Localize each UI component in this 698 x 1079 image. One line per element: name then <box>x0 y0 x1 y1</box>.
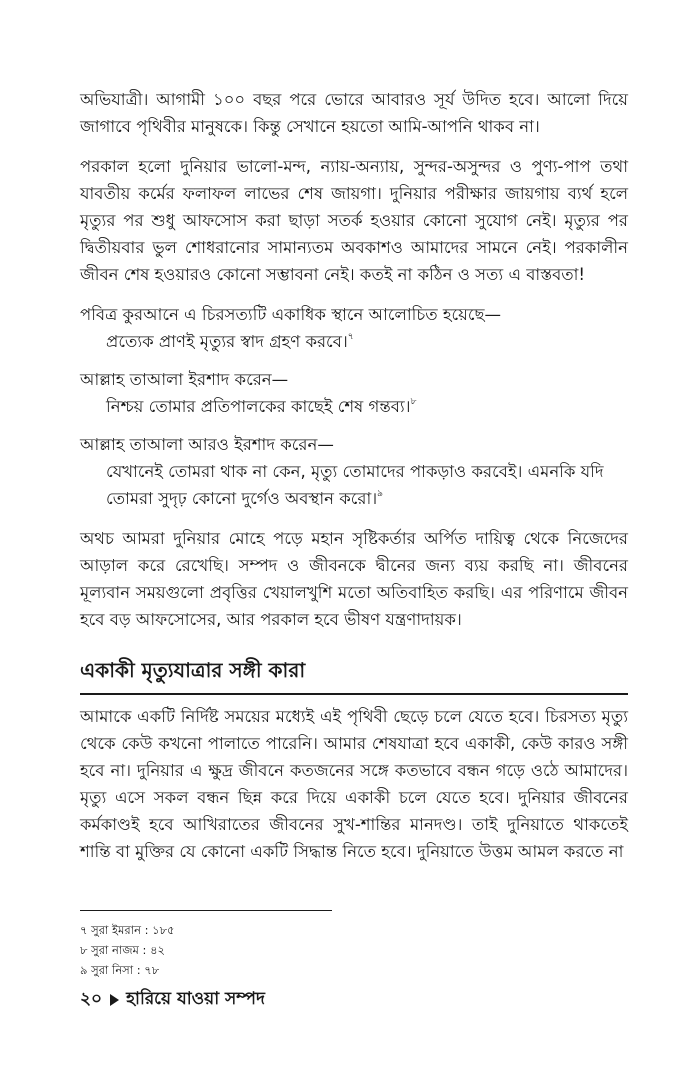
footnote-7: ৭ সুরা ইমরান : ১৮৫ <box>80 923 175 937</box>
quote-intro-3: আল্লাহ তাআলা আরও ইরশাদ করেন— <box>80 435 334 454</box>
page-body <box>80 86 628 865</box>
quote-intro-1: পবিত্র কুরআনে এ চিরসত্যটি একাধিক স্থানে আলোচিত হয়েছে— <box>80 305 501 324</box>
triangle-right-icon <box>110 994 119 1006</box>
footnote-ref-8: ৮ <box>410 397 417 407</box>
paragraph-2: পরকাল হলো দুনিয়ার ভালো-মন্দ, ন্যায়-অন্যায়, সুন্দর-অসুন্দর ও পুণ্য-পাপ তথা যাবতীয় কর্মের ফলাফল লাভের শেষ জায়গা। দুনিয়ার পরীক্ষার জায়গায় ব্যর্থ হলে মৃত্যুর পর শুধু আফসোস করা ছাড়া সতর্ক হওয়ার কোনো সুযোগ নেই। মৃত্যুর পর দ্বিতীয়বার ভুল শোধরানোর সামান্যতম অবকাশও আমাদের সামনে নেই। পরকালীন জীবন শেষ হওয়ারও কোনো সম্ভাবনা নেই। কতই না কঠিন ও সত্য এ বাস্তবতা! <box>80 157 628 284</box>
quote-intro-2: আল্লাহ তাআলা ইরশাদ করেন— <box>80 370 289 389</box>
page-footer <box>80 986 265 1014</box>
section-heading: একাকী মৃত্যুযাত্রার সঙ্গী কারা <box>80 655 628 695</box>
footnote-9: ৯ সুরা নিসা : ৭৮ <box>80 963 160 977</box>
paragraph-4: আমাকে একটি নির্দিষ্ট সময়ের মধ্যেই এই পৃথিবী ছেড়ে চলে যেতে হবে। চিরসত্য মৃত্যু থেকে কেউ কখনো পালাতে পারেনি। আমার শেষযাত্রা হবে একাকী, কেউ কারও সঙ্গী হবে না। দুনিয়ার এ ক্ষুদ্র জীবনে কতজনের সঙ্গে কতভাবে বন্ধন গড়ে ওঠে আমাদের। মৃত্যু এসে সকল বন্ধন ছিন্ন করে দিয়ে একাকী চলে যেতে হবে। দুনিয়ার জীবনের কর্মকাণ্ডই হবে আখিরাতের জীবনের সুখ-শান্তির মানদণ্ড। তাই দুনিয়াতে থাকতেই শান্তি বা মুক্তির যে কোনো একটি সিদ্ধান্ত নিতে হবে। দুনিয়াতে উত্তম আমল করতে না <box>80 707 628 861</box>
footnotes <box>80 920 175 980</box>
quote-1-text: প্রত্যেক প্রাণই মৃত্যুর স্বাদ গ্রহণ করবে। <box>106 332 348 351</box>
book-title: হারিয়ে যাওয়া সম্পদ <box>126 989 265 1009</box>
page-number: ২০ <box>80 989 103 1009</box>
quote-3 <box>80 458 628 512</box>
quote-1 <box>80 328 628 355</box>
paragraph-3: অথচ আমরা দুনিয়ার মোহে পড়ে মহান সৃষ্টিকর্তার অর্পিত দায়িত্ব থেকে নিজেদের আড়াল করে রেখেছি। সম্পদ ও জীবনকে দ্বীনের জন্য ব্যয় করছি না। জীবনের মূল্যবান সময়গুলো প্রবৃত্তির খেয়ালখুশি মতো অতিবাহিত করছি। এর পরিণামে জীবন হবে বড় আফসোসের, আর পরকাল হবে ভীষণ যন্ত্রণাদায়ক। <box>80 529 628 629</box>
footnote-ref-9: ৯ <box>377 489 384 499</box>
footnote-ref-7: ৭ <box>347 332 354 342</box>
quote-2 <box>80 393 628 420</box>
footnote-8: ৮ সুরা নাজম : ৪২ <box>80 943 166 957</box>
footnote-divider <box>80 910 332 911</box>
quote-3-text: যেখানেই তোমরা থাক না কেন, মৃত্যু তোমাদের পাকড়াও করবেই। এমনকি যদি তোমরা সুদৃঢ় কোনো দুর্গেও অবস্থান করো। <box>106 462 604 508</box>
quote-2-text: নিশ্চয় তোমার প্রতিপালকের কাছেই শেষ গন্তব্য। <box>106 397 411 416</box>
paragraph-1: অভিযাত্রী। আগামী ১০০ বছর পরে ভোরে আবারও সূর্য উদিত হবে। আলো দিয়ে জাগাবে পৃথিবীর মানুষকে। কিন্তু সেখানে হয়তো আমি-আপনি থাকব না। <box>80 90 628 136</box>
